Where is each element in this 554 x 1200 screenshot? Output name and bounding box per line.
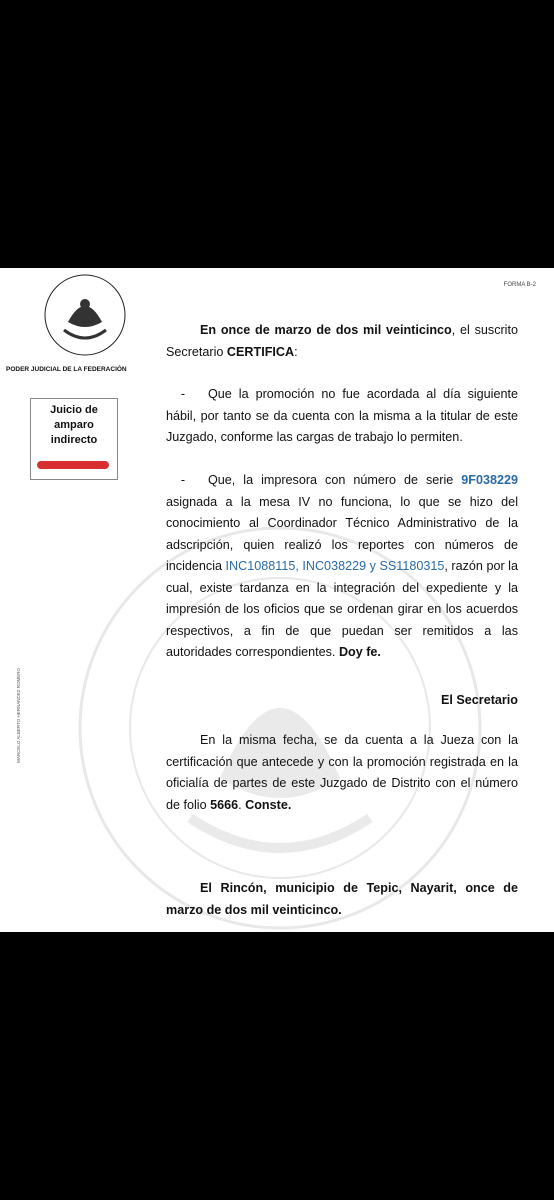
vertical-note: MARCELO ALBERTO HERNANDEZ ROMERO [16, 668, 21, 763]
paragraph-folio: En la misma fecha, se da cuenta a la Jueza con la certificación que antecede y con la promoción registrada en la oficialía de partes de este Juzgado de Distrito con el número de folio 5666. Conste. [166, 733, 518, 812]
paragraph-printer: - Que, la impresora con número de serie 9F038229 asignada a la mesa IV no funciona, lo que se hizo del conocimiento al Coordinador Técnico Administrativo de la adscripción, quien realizó los reportes con números de incidencia INC1088115, INC038229 y SS1180315, razón por la cual, existe tardanza en la integración del expediente y la impresión de los oficios que se ordenan girar en los acuerdos respectivos, a fin de que puedan ser remitidos a las autoridades correspondientes. Doy fe. [166, 473, 518, 659]
case-type-line2: amparo [54, 419, 94, 431]
signature-secretario: El Secretario [440, 693, 518, 707]
paragraph-place-date: El Rincón, municipio de Tepic, Nayarit, once de marzo de dos mil veinticinco. [166, 881, 518, 917]
form-code: FORMA B-2 [503, 282, 536, 288]
paragraph-date: En once de marzo de dos mil veinticinco, el suscrito Secretario CERTIFICA: [166, 323, 518, 359]
document-page [0, 268, 554, 932]
mexico-seal-icon [42, 272, 128, 358]
institution-name: PODER JUDICIAL DE LA FEDERACIÓN [6, 366, 127, 373]
paragraph-promotion: - Que la promoción no fue acordada al día siguiente hábil, por tanto se da cuenta con la misma a la titular de este Juzgado, conforme las cargas de trabajo lo permiten. [166, 387, 518, 444]
case-type-line3: indirecto [50, 434, 98, 446]
case-type-box [30, 398, 118, 480]
case-type-line1: Juicio de [50, 404, 98, 416]
redaction-mark [37, 461, 109, 469]
